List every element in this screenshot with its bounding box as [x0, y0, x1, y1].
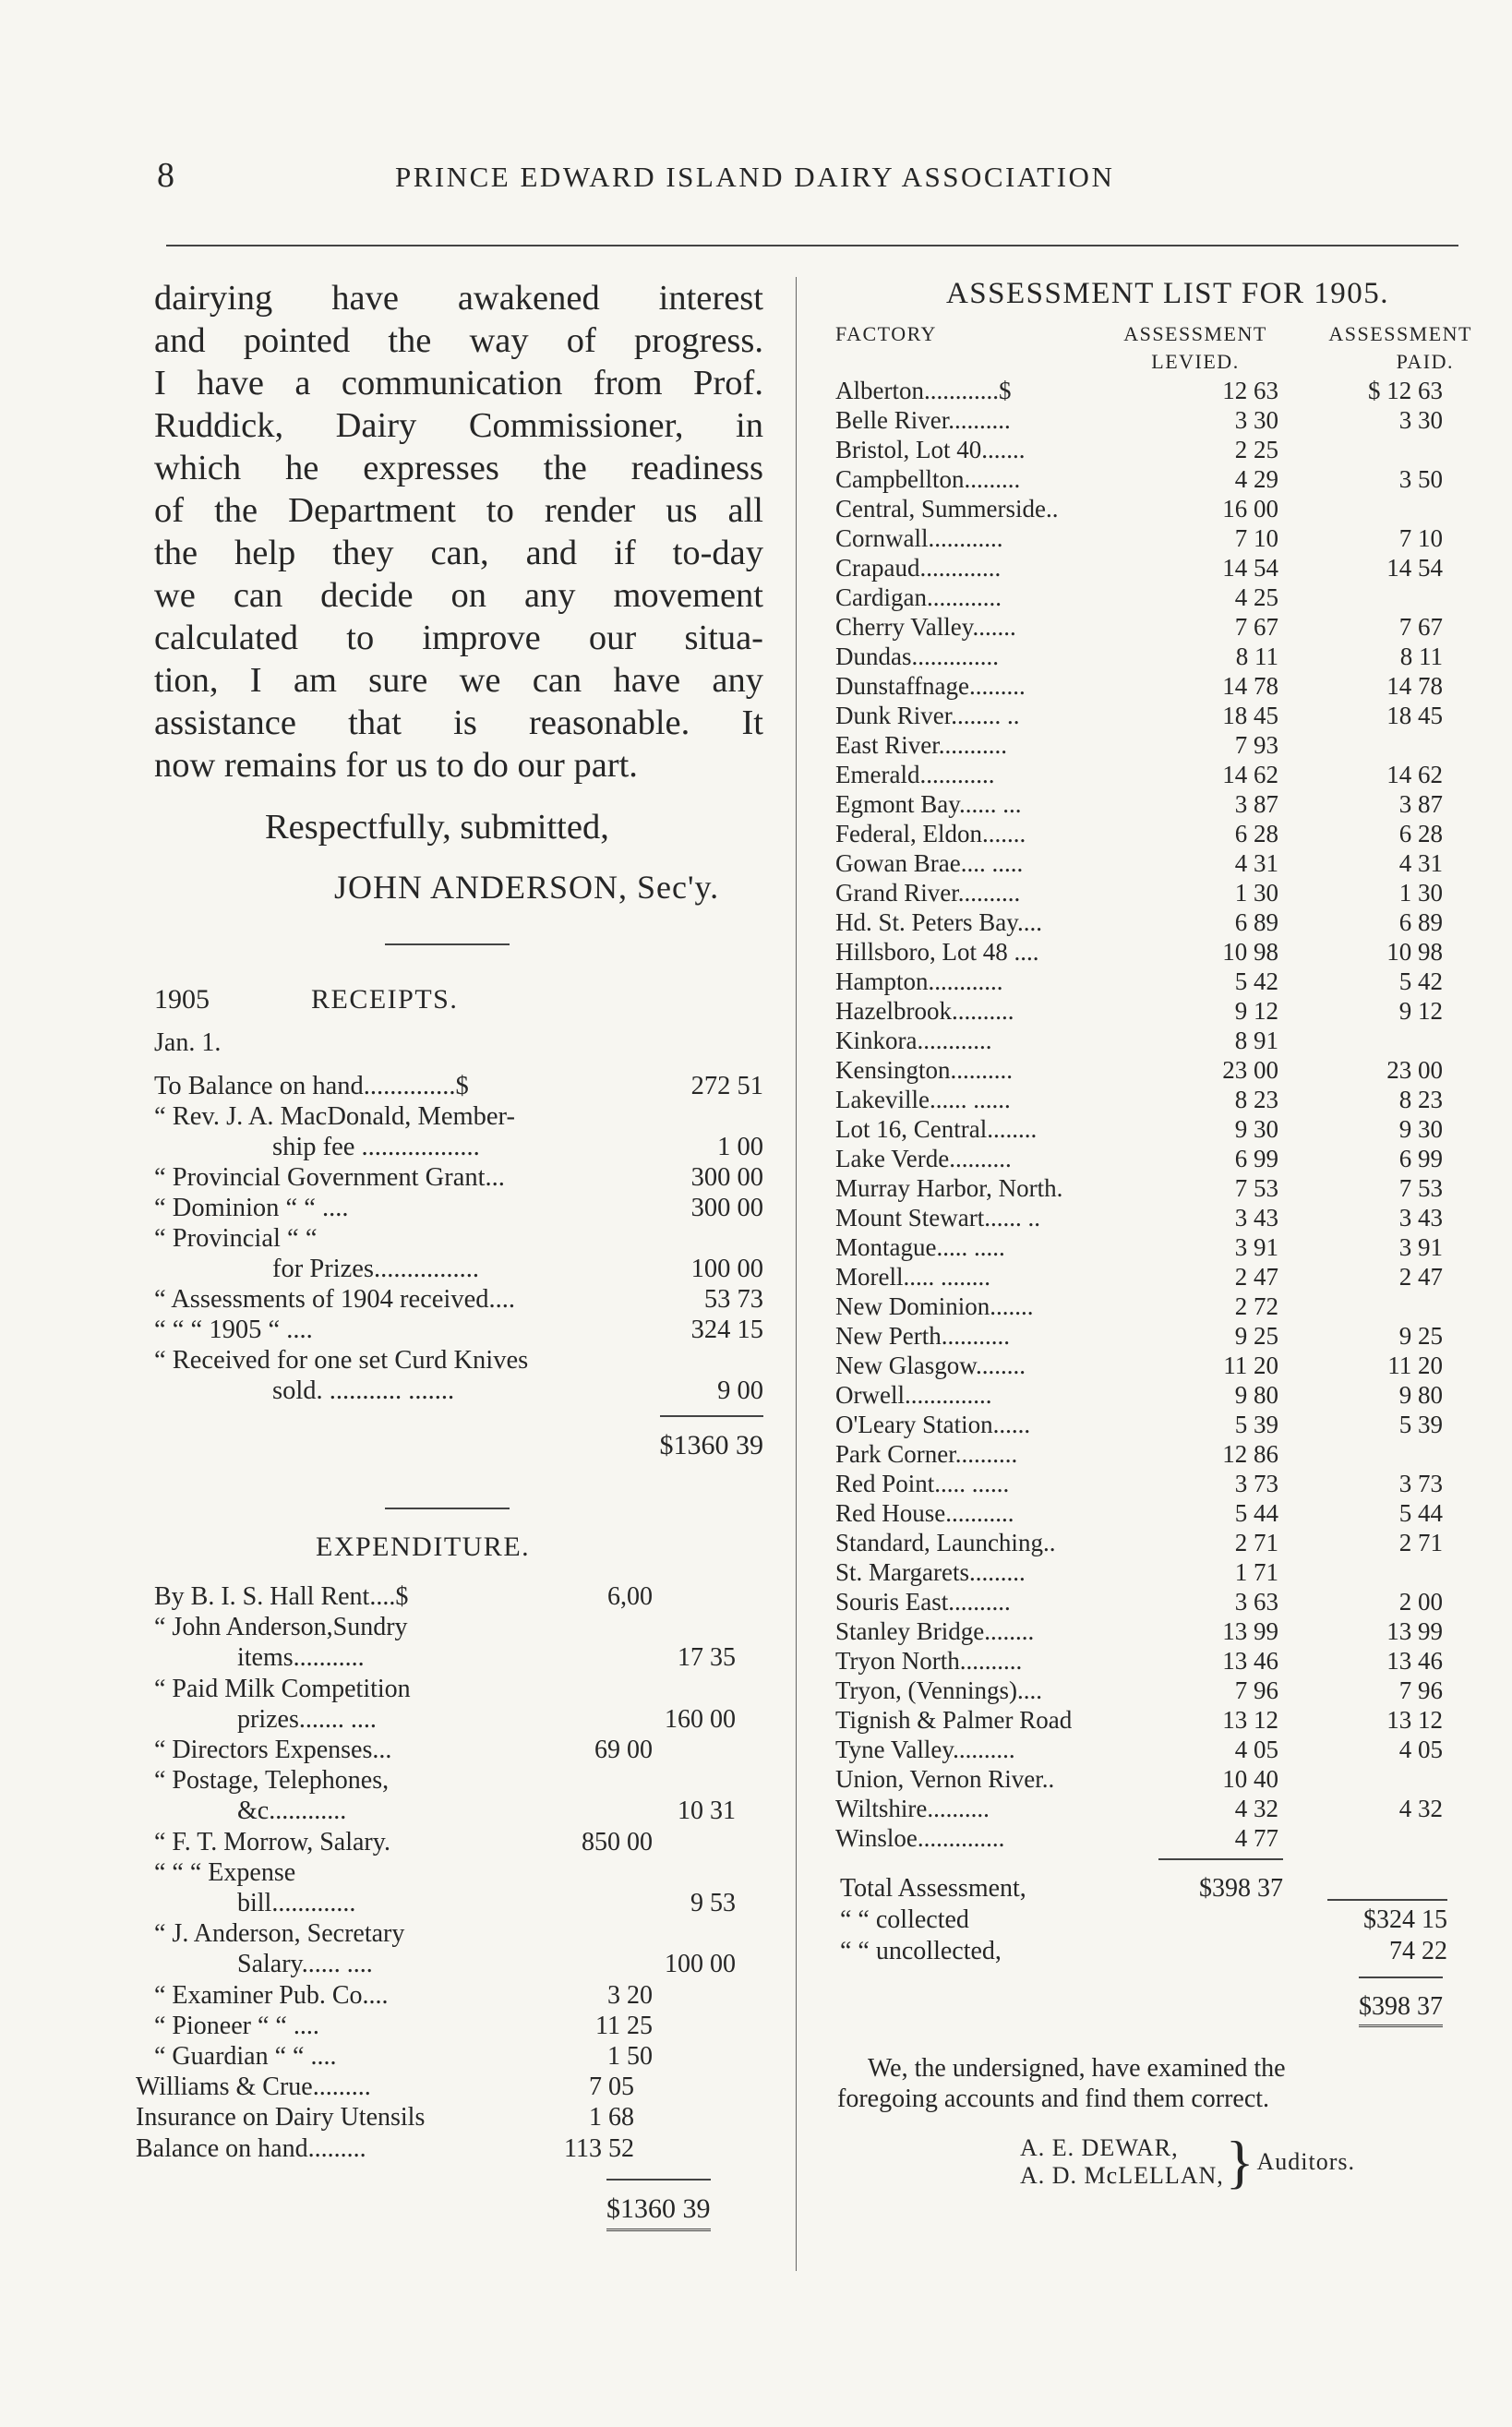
receipt-line: “ Dominion “ “ .... 300 00 [154, 1194, 763, 1222]
factory-name: Hampton............ [835, 967, 1003, 995]
assessment-table-header [835, 320, 1472, 376]
levied-amount: 1 71 [1234, 1558, 1278, 1586]
levied-amount: 8 91 [1234, 1027, 1278, 1054]
assessment-row [835, 1292, 1472, 1321]
paid-amount: $ 12 63 [1368, 377, 1443, 404]
levied-amount: 16 00 [1222, 495, 1278, 523]
levied-amount: 2 25 [1234, 436, 1278, 463]
paid-amount: 1 30 [1398, 879, 1443, 907]
assessment-row [835, 464, 1472, 494]
assessment-row [835, 1823, 1472, 1853]
paid-amount: 23 00 [1386, 1056, 1443, 1084]
levied-amount: 9 12 [1234, 997, 1278, 1025]
levied-amount: 8 11 [1235, 643, 1278, 670]
factory-name: Park Corner.......... [835, 1440, 1018, 1468]
receipts-year: 1905 [154, 984, 210, 1015]
expenditure-line: “ “ “ Expense [154, 1857, 296, 1887]
factory-name: Dundas.............. [835, 643, 999, 670]
paragraph-line: Ruddick, Dairy Commissioner, in [154, 406, 763, 445]
assessment-row [835, 642, 1472, 671]
assessment-row [835, 1085, 1472, 1114]
factory-name: Kinkora............ [835, 1027, 992, 1054]
factory-name: St. Margarets......... [835, 1558, 1026, 1586]
paid-amount: 7 67 [1398, 613, 1443, 641]
paragraph-line: which he expresses the readiness [154, 449, 763, 487]
paid-amount: 4 05 [1398, 1736, 1443, 1763]
levied-amount: 2 71 [1234, 1529, 1278, 1556]
assessment-row [835, 1026, 1472, 1055]
factory-name: Cherry Valley....... [835, 613, 1016, 641]
levied-amount: 3 87 [1234, 790, 1278, 818]
uncollected-label: “ “ uncollected, [840, 1937, 1002, 1965]
levied-amount: 23 00 [1222, 1056, 1278, 1084]
paid-amount: 9 12 [1398, 997, 1443, 1025]
factory-name: Lot 16, Central........ [835, 1115, 1038, 1143]
factory-name: Egmont Bay...... ... [835, 790, 1022, 818]
factory-name: East River........... [835, 731, 1007, 759]
factory-name: Red Point..... ...... [835, 1470, 1010, 1497]
expenditure-line: “ Guardian “ “ .... 1 50 [154, 2042, 653, 2072]
paid-amount [1278, 583, 1443, 612]
levied-amount: 7 96 [1234, 1676, 1278, 1704]
factory-name: Wiltshire.......... [835, 1795, 990, 1822]
assessment-row [835, 1144, 1472, 1173]
levied-amount: 1 30 [1234, 879, 1278, 907]
expenditure-total-row [154, 2179, 763, 2231]
levied-amount: 5 42 [1234, 967, 1278, 995]
assessment-row [835, 1557, 1472, 1587]
factory-name: O'Leary Station...... [835, 1411, 1031, 1438]
assessment-row [835, 1616, 1472, 1646]
factory-name: Red House........... [835, 1499, 1014, 1527]
factory-name: Central, Summerside.. [835, 495, 1059, 523]
factory-name: Winsloe.............. [835, 1824, 1005, 1852]
levied-amount: 8 23 [1234, 1086, 1278, 1113]
assessment-row [835, 1055, 1472, 1085]
assessment-row [835, 553, 1472, 583]
col-factory: FACTORY [835, 322, 937, 345]
factory-name: Mount Stewart...... .. [835, 1204, 1040, 1232]
paid-amount [1278, 1292, 1443, 1321]
paragraph-line: assistance that is reasonable. It [154, 703, 763, 742]
paid-amount: 3 73 [1398, 1470, 1443, 1497]
factory-name: Belle River.......... [835, 406, 1011, 434]
receipt-line: “ “ “ 1905 “ .... 324 15 [154, 1316, 763, 1344]
assessment-row [835, 789, 1472, 819]
expenditure-total: $1360 39 [606, 2179, 711, 2231]
receipts-list [154, 1071, 763, 1406]
factory-name: Dunk River........ .. [835, 702, 1020, 729]
paid-amount: 7 96 [1398, 1676, 1443, 1704]
factory-name: Lakeville...... ...... [835, 1086, 1011, 1113]
levied-amount: 9 25 [1234, 1322, 1278, 1350]
assessment-row [835, 1203, 1472, 1232]
assessment-rows [835, 376, 1472, 1853]
assessment-row [835, 376, 1472, 405]
paid-amount: 3 91 [1398, 1233, 1443, 1261]
levied-amount: 14 62 [1222, 761, 1278, 788]
levied-amount: 5 44 [1234, 1499, 1278, 1527]
factory-name: Crapaud............. [835, 554, 1002, 582]
factory-name: Tryon, (Vennings).... [835, 1676, 1043, 1704]
levied-amount: 6 99 [1234, 1145, 1278, 1172]
levied-amount: 4 77 [1234, 1824, 1278, 1852]
assessment-row [835, 435, 1472, 464]
factory-name: Tignish & Palmer Road [835, 1706, 1073, 1734]
receipt-line: for Prizes................ 100 00 [272, 1255, 763, 1283]
levied-amount: 14 78 [1222, 672, 1278, 700]
receipts-heading [154, 984, 763, 1015]
levied-amount: 12 86 [1222, 1440, 1278, 1468]
col-paid-sub: PAID. [1396, 350, 1454, 373]
factory-name: Montague..... ..... [835, 1233, 1005, 1261]
factory-name: Hd. St. Peters Bay.... [835, 908, 1042, 936]
signature: JOHN ANDERSON, Sec'y. [334, 869, 720, 906]
report-paragraph [154, 277, 763, 787]
receipt-line: “ Assessments of 1904 received.... 53 73 [154, 1285, 763, 1314]
levied-amount: 5 39 [1234, 1411, 1278, 1438]
assessment-row [835, 819, 1472, 848]
page-number: 8 [157, 156, 174, 195]
levied-amount: 3 43 [1234, 1204, 1278, 1232]
receipts-total-row [154, 1415, 763, 1461]
col-paid: ASSESSMENT [1328, 322, 1472, 345]
section-rule [385, 1508, 510, 1509]
expenditure-title: EXPENDITURE. [316, 1532, 531, 1562]
receipts-title: RECEIPTS. [311, 984, 459, 1015]
paid-amount: 13 99 [1386, 1617, 1443, 1645]
levied-amount: 7 53 [1234, 1174, 1278, 1202]
paragraph-line: and pointed the way of progress. [154, 321, 763, 360]
levied-amount: 4 05 [1234, 1736, 1278, 1763]
factory-name: Murray Harbor, North. [835, 1174, 1063, 1202]
receipts-date: Jan. 1. [154, 1028, 222, 1057]
assessment-row [835, 612, 1472, 642]
paid-amount: 5 42 [1398, 967, 1443, 995]
total-collected: $324 15 [1363, 1905, 1447, 1934]
expenditure-line: Salary...... .... 100 00 [237, 1950, 736, 1979]
assessment-row [835, 1380, 1472, 1410]
paid-amount: 8 11 [1399, 643, 1443, 670]
assessment-row [835, 523, 1472, 553]
paid-amount: 8 23 [1398, 1086, 1443, 1113]
expenditure-line: “ Paid Milk Competition [154, 1674, 411, 1703]
paid-amount: 13 46 [1386, 1647, 1443, 1675]
assessment-row [835, 1528, 1472, 1557]
paragraph-line: I have a communication from Prof. [154, 364, 763, 402]
assessment-title: ASSESSMENT LIST FOR 1905. [945, 277, 1390, 310]
paid-amount: 10 98 [1386, 938, 1443, 966]
levied-amount: 11 20 [1223, 1352, 1278, 1379]
paragraph-line: dairying have awakened interest [154, 279, 763, 318]
factory-name: Emerald............ [835, 761, 995, 788]
paragraph-line: we can decide on any movement [154, 576, 763, 615]
auditor-2: A. D. McLELLAN, [1020, 2162, 1224, 2189]
expenditure-line: prizes....... .... 160 00 [237, 1704, 736, 1734]
levied-amount: 13 46 [1222, 1647, 1278, 1675]
paid-amount [1278, 494, 1443, 523]
assessment-row [835, 1262, 1472, 1292]
assessment-row [835, 1735, 1472, 1764]
paid-amount: 9 30 [1398, 1115, 1443, 1143]
expenditure-line: “ Directors Expenses... 69 00 [154, 1736, 653, 1765]
paid-amount: 14 62 [1386, 761, 1443, 788]
receipts-total: $1360 39 [660, 1415, 764, 1461]
assessment-row [835, 1114, 1472, 1144]
factory-name: Dunstaffnage......... [835, 672, 1026, 700]
factory-name: Campbellton......... [835, 465, 1021, 493]
assessment-row [835, 1469, 1472, 1498]
factory-name: Tyne Valley.......... [835, 1736, 1015, 1763]
factory-name: Hillsboro, Lot 48 .... [835, 938, 1039, 966]
levied-amount: 3 30 [1234, 406, 1278, 434]
paragraph-line: the help they can, and if to-day [154, 534, 763, 572]
assessment-row [835, 1351, 1472, 1380]
assessment-row [835, 967, 1472, 996]
assessment-row [835, 730, 1472, 760]
assessment-row [835, 1321, 1472, 1351]
paid-amount: 11 20 [1387, 1352, 1443, 1379]
expenditure-line: “ Examiner Pub. Co.... 3 20 [154, 1980, 653, 2010]
factory-name: Cardigan............ [835, 583, 1002, 611]
column-divider [796, 277, 797, 2271]
assessment-row [835, 1439, 1472, 1469]
expenditure-line: Williams & Crue......... 7 05 [136, 2073, 634, 2102]
factory-name: New Perth........... [835, 1322, 1010, 1350]
paid-amount: 5 39 [1398, 1411, 1443, 1438]
assessment-row [835, 1498, 1472, 1528]
page-header: PRINCE EDWARD ISLAND DAIRY ASSOCIATION [395, 161, 1115, 193]
levied-amount: 13 12 [1222, 1706, 1278, 1734]
paid-amount [1278, 1764, 1443, 1794]
paid-amount: 3 50 [1398, 465, 1443, 493]
factory-name: Orwell.............. [835, 1381, 992, 1409]
factory-name: Morell..... ........ [835, 1263, 990, 1291]
expenditure-line: By B. I. S. Hall Rent....$ 6,00 [154, 1582, 653, 1611]
assessment-row [835, 1676, 1472, 1705]
factory-name: Tryon North.......... [835, 1647, 1023, 1675]
paid-amount [1278, 435, 1443, 464]
levied-amount: 3 91 [1234, 1233, 1278, 1261]
paragraph-line: calculated to improve our situa- [154, 619, 763, 657]
factory-name: Standard, Launching.. [835, 1529, 1056, 1556]
paid-amount: 7 53 [1398, 1174, 1443, 1202]
paid-amount: 3 87 [1398, 790, 1443, 818]
paid-amount: 2 00 [1398, 1588, 1443, 1616]
paragraph-line: now remains for us to do our part. [154, 746, 638, 785]
factory-name: Kensington.......... [835, 1056, 1013, 1084]
expenditure-list [136, 1581, 763, 2164]
left-column [136, 277, 763, 2231]
assessment-row [835, 1410, 1472, 1439]
expenditure-line: Insurance on Dairy Utensils 1 68 [136, 2103, 634, 2133]
auditors-block [835, 2129, 1472, 2194]
receipt-line: “ Rev. J. A. MacDonald, Member- [154, 1102, 515, 1131]
factory-name: New Dominion....... [835, 1292, 1034, 1320]
factory-name: Cornwall............ [835, 524, 1003, 552]
paid-amount: 14 78 [1386, 672, 1443, 700]
factory-name: Union, Vernon River.. [835, 1765, 1055, 1793]
factory-name: Federal, Eldon....... [835, 820, 1026, 847]
levied-amount: 3 63 [1234, 1588, 1278, 1616]
paid-amount: 2 71 [1398, 1529, 1443, 1556]
levied-amount: 18 45 [1222, 702, 1278, 729]
assessment-row [835, 1173, 1472, 1203]
assessment-row [835, 848, 1472, 878]
paid-amount: 14 54 [1386, 554, 1443, 582]
assessment-row [835, 1764, 1472, 1794]
header-rule [166, 245, 1458, 246]
factory-name: Grand River.......... [835, 879, 1021, 907]
paid-amount: 3 43 [1398, 1204, 1443, 1232]
assessment-row [835, 1232, 1472, 1262]
factory-name: Hazelbrook.......... [835, 997, 1014, 1025]
paid-amount [1278, 1823, 1443, 1853]
section-rule [385, 943, 510, 945]
levied-amount: 4 29 [1234, 465, 1278, 493]
assessment-row [835, 907, 1472, 937]
paid-amount [1278, 730, 1443, 760]
paid-amount: 7 10 [1398, 524, 1443, 552]
assessment-row [835, 996, 1472, 1026]
auditors-brace: } [1225, 2129, 1255, 2194]
paid-amount: 9 25 [1398, 1322, 1443, 1350]
auditor-1: A. E. DEWAR, [1020, 2134, 1179, 2161]
levied-amount: 4 32 [1234, 1795, 1278, 1822]
expenditure-line: “ Postage, Telephones, [154, 1766, 390, 1796]
expenditure-line: “ Pioneer “ “ .... 11 25 [154, 2011, 653, 2040]
levied-amount: 12 63 [1222, 377, 1278, 404]
receipt-line: “ Provincial “ “ [154, 1224, 318, 1253]
total-levied: $398 37 [1158, 1858, 1283, 1904]
paid-amount: 13 12 [1386, 1706, 1443, 1734]
receipt-line: sold. ........... ....... 9 00 [272, 1376, 763, 1405]
paid-amount [1278, 1557, 1443, 1587]
assessment-row [835, 760, 1472, 789]
assessment-row [835, 671, 1472, 701]
total-label: Total Assessment, [840, 1874, 1026, 1903]
assessment-row [835, 583, 1472, 612]
levied-amount: 7 93 [1234, 731, 1278, 759]
factory-name: Lake Verde.......... [835, 1145, 1012, 1172]
receipt-line: ship fee .................. 1 00 [272, 1133, 763, 1161]
paid-amount: 4 32 [1398, 1795, 1443, 1822]
expenditure-line: “ F. T. Morrow, Salary. 850 00 [154, 1827, 653, 1856]
assessment-row [835, 1705, 1472, 1735]
expenditure-line: “ J. Anderson, Secretary [154, 1919, 405, 1949]
levied-amount: 2 72 [1234, 1292, 1278, 1320]
expenditure-line: &c............ 10 31 [237, 1796, 736, 1826]
paid-amount: 5 44 [1398, 1499, 1443, 1527]
factory-name: Bristol, Lot 40....... [835, 436, 1026, 463]
factory-name: Gowan Brae.... ..... [835, 849, 1024, 877]
factory-name: New Glasgow........ [835, 1352, 1026, 1379]
paragraph-line: tion, I am sure we can have any [154, 661, 763, 700]
levied-amount: 14 54 [1222, 554, 1278, 582]
paragraph-line: of the Department to render us all [154, 491, 763, 530]
levied-amount: 9 30 [1234, 1115, 1278, 1143]
right-column [835, 277, 1472, 2194]
assessment-row [835, 1587, 1472, 1616]
levied-amount: 9 80 [1234, 1381, 1278, 1409]
auditor-statement: We, the undersigned, have examined the foregoing accounts and find them correct. [837, 2054, 1286, 2113]
factory-name: Stanley Bridge........ [835, 1617, 1035, 1645]
assessment-row [835, 405, 1472, 435]
paid-amount: 3 30 [1398, 406, 1443, 434]
levied-amount: 2 47 [1234, 1263, 1278, 1291]
assessment-row [835, 1794, 1472, 1823]
receipt-line: To Balance on hand..............$ 272 51 [154, 1072, 763, 1100]
auditors-label: Auditors. [1256, 2148, 1356, 2175]
assessment-row [835, 878, 1472, 907]
paid-amount [1278, 1439, 1443, 1469]
levied-amount: 3 73 [1234, 1470, 1278, 1497]
paid-amount: 9 80 [1398, 1381, 1443, 1409]
levied-amount: 7 10 [1234, 524, 1278, 552]
paid-amount [1278, 1026, 1443, 1055]
paid-amount: 6 99 [1398, 1145, 1443, 1172]
expenditure-line: items........... 17 35 [237, 1643, 736, 1673]
assessment-row [835, 937, 1472, 967]
closing-line: Respectfully, submitted, [265, 808, 609, 847]
paid-amount: 6 28 [1398, 820, 1443, 847]
receipt-line: “ Provincial Government Grant... 300 00 [154, 1163, 763, 1192]
levied-amount: 7 67 [1234, 613, 1278, 641]
total-uncollected: 74 22 [1389, 1937, 1447, 1965]
receipt-line: “ Received for one set Curd Knives [154, 1346, 529, 1375]
collected-label: “ “ collected [840, 1905, 969, 1934]
col-levied: ASSESSMENT [1123, 322, 1267, 345]
col-levied-sub: LEVIED. [1151, 350, 1240, 373]
grand-total: $398 37 [1359, 1976, 1443, 2027]
levied-amount: 4 31 [1234, 849, 1278, 877]
paid-amount: 18 45 [1386, 702, 1443, 729]
assessment-row [835, 1646, 1472, 1676]
levied-amount: 6 28 [1234, 820, 1278, 847]
expenditure-line: Balance on hand......... 113 52 [136, 2133, 634, 2163]
paid-amount: 6 89 [1398, 908, 1443, 936]
assessment-row [835, 701, 1472, 730]
factory-name: Alberton............$ [835, 377, 1012, 404]
expenditure-line: “ John Anderson,Sundry [154, 1613, 408, 1642]
levied-amount: 10 40 [1222, 1765, 1278, 1793]
levied-amount: 13 99 [1222, 1617, 1278, 1645]
paid-amount: 2 47 [1398, 1263, 1443, 1291]
assessment-totals [835, 1858, 1472, 2027]
factory-name: Souris East.......... [835, 1588, 1011, 1616]
paid-amount: 4 31 [1398, 849, 1443, 877]
levied-amount: 10 98 [1222, 938, 1278, 966]
expenditure-line: bill............. 9 53 [237, 1889, 736, 1918]
assessment-row [835, 494, 1472, 523]
levied-amount: 6 89 [1234, 908, 1278, 936]
levied-amount: 4 25 [1234, 583, 1278, 611]
